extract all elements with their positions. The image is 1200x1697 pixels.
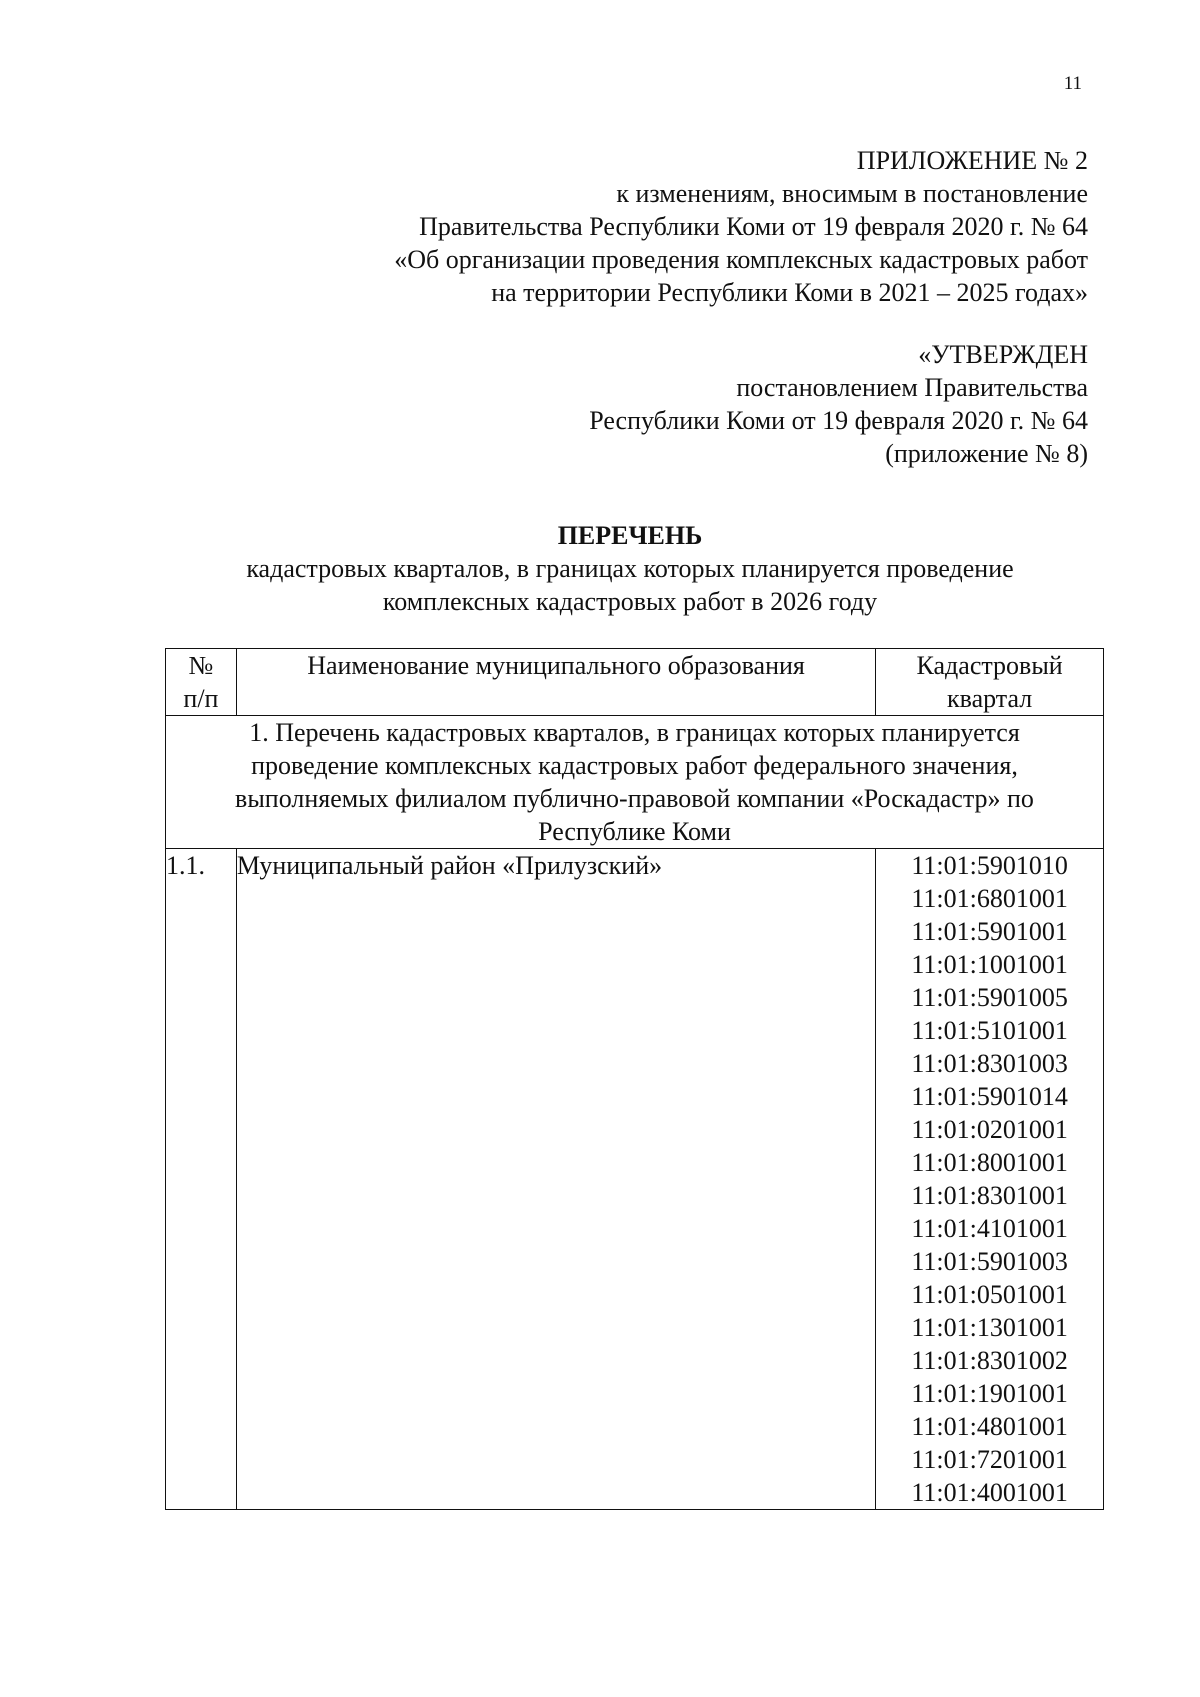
quarter-code: 11:01:1301001 xyxy=(911,1313,1068,1342)
appendix-line: на территории Республики Коми в 2021 – 2025 годах» xyxy=(491,278,1088,307)
row-quarters xyxy=(876,849,1104,1510)
section-line: выполняемых филиалом публично-правовой компании «Роскадастр» по xyxy=(235,784,1034,813)
quarter-code: 11:01:1001001 xyxy=(911,950,1068,979)
approval-block xyxy=(589,338,1088,470)
header-municipality: Наименование муниципального образования xyxy=(236,649,875,716)
header-number xyxy=(166,649,237,716)
appendix-block xyxy=(394,144,1088,309)
quarter-code: 11:01:7201001 xyxy=(911,1445,1068,1474)
appendix-line: к изменениям, вносимым в постановление xyxy=(616,179,1088,208)
cadastral-table xyxy=(165,648,1104,1510)
approval-line: «УТВЕРЖДЕН xyxy=(918,340,1088,369)
appendix-line: Правительства Республики Коми от 19 февраля 2020 г. № 64 xyxy=(419,212,1088,241)
quarter-code: 11:01:8301003 xyxy=(911,1049,1068,1078)
section-line: Республике Коми xyxy=(538,817,731,846)
quarter-code: 11:01:5901001 xyxy=(911,917,1068,946)
section-row xyxy=(166,716,1104,849)
section-line: проведение комплексных кадастровых работ федерального значения, xyxy=(251,751,1018,780)
document-title xyxy=(0,519,1200,552)
approval-line: (приложение № 8) xyxy=(885,439,1088,468)
appendix-line: ПРИЛОЖЕНИЕ № 2 xyxy=(856,146,1088,175)
quarter-code: 11:01:8001001 xyxy=(911,1148,1068,1177)
quarter-code: 11:01:8301002 xyxy=(911,1346,1068,1375)
quarter-code: 11:01:4101001 xyxy=(911,1214,1068,1243)
header-cadastral-line: Кадастровый xyxy=(916,651,1063,680)
quarter-code: 11:01:5901014 xyxy=(911,1082,1068,1111)
header-number-line: № xyxy=(188,651,214,680)
quarter-code: 11:01:0501001 xyxy=(911,1280,1068,1309)
approval-line: Республики Коми от 19 февраля 2020 г. № 64 xyxy=(589,406,1088,435)
subtitle-line: кадастровых кварталов, в границах которых планируется проведение xyxy=(246,554,1014,583)
document-subtitle xyxy=(0,552,1200,618)
header-cadastral-line: квартал xyxy=(947,684,1033,713)
approval-line: постановлением Правительства xyxy=(736,373,1088,402)
table-header-row xyxy=(166,649,1104,716)
page-number: 11 xyxy=(1063,73,1082,94)
quarter-code: 11:01:6801001 xyxy=(911,884,1068,913)
document-heading: ПЕРЕЧЕНЬ xyxy=(557,521,703,550)
quarter-code: 11:01:4001001 xyxy=(911,1478,1068,1507)
section-line: 1. Перечень кадастровых кварталов, в границах которых планируется xyxy=(249,718,1020,747)
quarter-code: 11:01:4801001 xyxy=(911,1412,1068,1441)
row-municipality: Муниципальный район «Прилузский» xyxy=(236,849,875,1510)
quarter-code: 11:01:1901001 xyxy=(911,1379,1068,1408)
header-cadastral-quarter xyxy=(876,649,1104,716)
quarter-code: 11:01:5901005 xyxy=(911,983,1068,1012)
header-number-line: п/п xyxy=(183,684,219,713)
quarter-code: 11:01:5101001 xyxy=(911,1016,1068,1045)
quarter-code: 11:01:5901003 xyxy=(911,1247,1068,1276)
subtitle-line: комплексных кадастровых работ в 2026 году xyxy=(382,587,878,616)
quarter-code: 11:01:5901010 xyxy=(911,851,1068,880)
row-number: 1.1. xyxy=(166,849,237,1510)
section-cell xyxy=(166,716,1104,849)
quarter-code: 11:01:0201001 xyxy=(911,1115,1068,1144)
quarter-code: 11:01:8301001 xyxy=(911,1181,1068,1210)
table-row xyxy=(166,849,1104,1510)
appendix-line: «Об организации проведения комплексных кадастровых работ xyxy=(394,245,1088,274)
